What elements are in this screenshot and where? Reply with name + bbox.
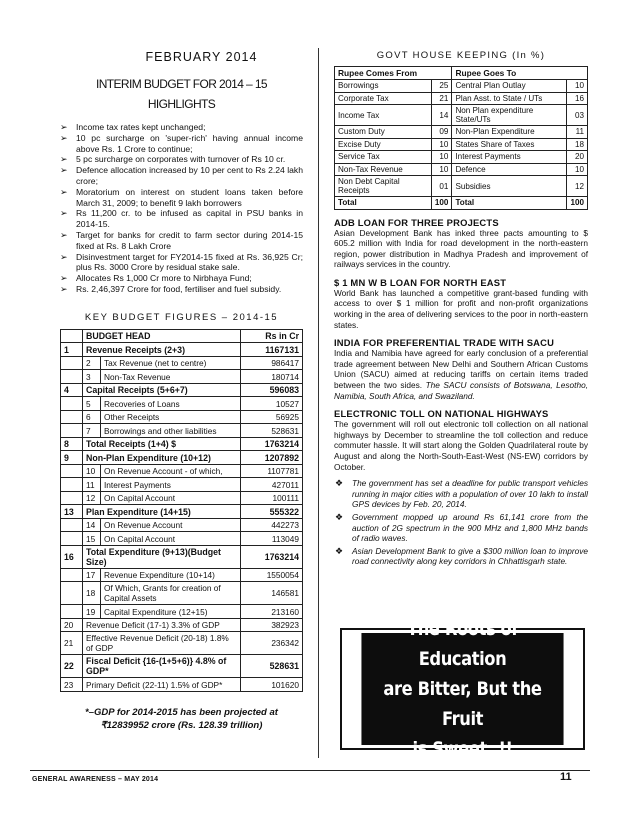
kbf-row-number [61,424,83,438]
kbf-row-value: 213160 [241,605,303,619]
section-heading: ADB LOAN FOR THREE PROJECTS [334,216,499,228]
news-bullet-item: ❖ The government has set a deadline for public transport vehicles running in major cities with a population of over 10 lakh to install GPS devices by Feb. 20, 2014. [334,478,588,510]
govt-source-label: Income Tax [335,105,432,126]
kbf-sub-number: 12 [83,491,101,505]
quote-line: The Roots of Education [407,618,518,670]
kbf-row-value: 555322 [241,505,303,519]
left-column [60,50,303,732]
section-paragraph [334,419,588,472]
kbf-row-number [61,370,83,384]
right-column [334,50,588,569]
gdp-note-line2: ₹12839952 crore (Rs. 128.39 trillion) [100,719,263,731]
kbf-row [61,397,303,411]
news-bullets [334,478,588,567]
govt-row [335,176,588,197]
highlight-item: ➢ Allocates Rs 1,000 Cr more to Nirbhaya Fund; [60,273,303,284]
kbf-row-label: Effective Revenue Deficit (20-18) 1.8% of GDP [83,632,241,655]
kbf-row-value: 986417 [241,356,303,370]
kbf-row [61,532,303,546]
kbf-row-value: 1763214 [241,545,303,568]
kbf-row-value: 427011 [241,478,303,492]
govt-use-label: States Share of Taxes [452,138,567,151]
govt-source-value: 25 [431,80,452,93]
govt-housekeeping-title: GOVT HOUSE KEEPING (In %) [376,50,546,61]
gdp-note [60,706,303,732]
kbf-row-label: Primary Deficit (22-11) 1.5% of GDP* [83,678,241,692]
kbf-row-value: 56925 [241,410,303,424]
govt-total-value: 100 [431,197,452,210]
kbf-row-value: 113049 [241,532,303,546]
kbf-row-label: Of Which, Grants for creation of Capital Assets [101,582,241,605]
section-italic-text: The SACU consists of Botswana, Lesotho, Namibia, South Africa, and Swaziland. [334,380,589,401]
kbf-row-number [61,605,83,619]
kbf-row-label: On Capital Account [101,491,241,505]
kbf-row-label: Total Expenditure (9+13)(Budget Size) [83,545,241,568]
kbf-row [61,491,303,505]
kbf-row-number [61,397,83,411]
section-text: World Bank has launched a competitive grant-based funding with access to over $ 1 million for profit and non-profit organizations working in the area of delivering services to the poor in north-eastern states. [334,287,588,330]
kbf-title: KEY BUDGET FIGURES – 2014-15 [84,311,279,323]
budget-title [60,74,303,114]
govt-source-label: Excise Duty [335,138,432,151]
kbf-row-number [61,491,83,505]
kbf-row [61,568,303,582]
govt-use-value: 16 [567,92,588,105]
govt-row [335,126,588,139]
govt-use-value: 03 [567,105,588,126]
govt-use-value: 20 [567,151,588,164]
kbf-row-number: 9 [61,451,83,465]
kbf-row-number: 13 [61,505,83,519]
govt-row [335,92,588,105]
kbf-row-number: 21 [61,632,83,655]
kbf-sub-number: 6 [83,410,101,424]
highlight-item: ➢ 5 pc surcharge on corporates with turnover of Rs 10 cr. [60,154,303,165]
quote-line: are Bitter, But the Fruit [383,678,542,730]
kbf-header-num [61,329,83,343]
govt-row [335,105,588,126]
kbf-row [61,356,303,370]
section-paragraph [334,348,588,401]
kbf-row-label: Non-Tax Revenue [101,370,241,384]
kbf-row [61,464,303,478]
govt-use-label: Central Plan Outlay [452,80,567,93]
kbf-row-label: Capital Receipts (5+6+7) [83,383,241,397]
kbf-row-value: 180714 [241,370,303,384]
govt-source-value: 10 [431,138,452,151]
govt-source-value: 10 [431,163,452,176]
kbf-row-label: Revenue Expenditure (10+14) [101,568,241,582]
kbf-row [61,437,303,451]
kbf-row [61,632,303,655]
kbf-row-value: 1763214 [241,437,303,451]
kbf-row-number: 1 [61,343,83,357]
kbf-row-label: On Revenue Account [101,518,241,532]
highlight-item: ➢ Defence allocation increased by 10 per cent to Rs 2.24 lakh crore; [60,165,303,187]
issue-month: FEBRUARY 2014 [145,50,258,64]
kbf-sub-number: 17 [83,568,101,582]
kbf-row-value: 101620 [241,678,303,692]
govt-total-value: 100 [567,197,588,210]
section-text: The government will roll out electronic toll collection on all national highways by December to streamline the toll collection and reduce commuter hassle. It will start along the Golden Quadrilateral route by August and along the North-South-East-West (NS-EW) corridors by October. [334,419,588,472]
kbf-row-label: Total Receipts (1+4) $ [83,437,241,451]
highlight-item: ➢ Disinvestment target for FY2014-15 fixed at Rs. 36,925 Cr; plus Rs. 3000 Crore by residual stake sale. [60,252,303,274]
kbf-row [61,424,303,438]
kbf-row-value: 1107781 [241,464,303,478]
kbf-row-label: Revenue Receipts (2+3) [83,343,241,357]
govt-row [335,80,588,93]
kbf-row [61,582,303,605]
kbf-row-label: Other Receipts [101,410,241,424]
highlight-item: ➢ Target for banks for credit to farm sector during 2014-15 fixed at Rs. 8 Lakh Crore [60,230,303,252]
kbf-row-number [61,518,83,532]
govt-source-label: Corporate Tax [335,92,432,105]
kbf-row [61,343,303,357]
govt-use-label: Subsidies [452,176,567,197]
kbf-sub-number: 11 [83,478,101,492]
kbf-row-label: Borrowings and other liabilities [101,424,241,438]
kbf-row-label: Fiscal Deficit {16-(1+5+6)} 4.8% of GDP* [83,655,241,678]
govt-header-comes: Rupee Comes From [335,67,452,80]
kbf-row-label: On Capital Account [101,532,241,546]
kbf-row [61,410,303,424]
kbf-sub-number: 3 [83,370,101,384]
kbf-row-value: 1167131 [241,343,303,357]
kbf-row-label: Tax Revenue (net to centre) [101,356,241,370]
govt-use-value: 12 [567,176,588,197]
kbf-row-label: Non-Plan Expenditure (10+12) [83,451,241,465]
page-number: 11 [560,771,572,783]
kbf-sub-number: 18 [83,582,101,605]
gdp-note-line1: *–GDP for 2014-2015 has been projected at [85,706,278,718]
kbf-row-number: 16 [61,545,83,568]
quote-line: is Sweet..!! [412,738,513,760]
govt-header-goes: Rupee Goes To [452,67,588,80]
govt-housekeeping-table [334,66,588,210]
kbf-row-value: 10527 [241,397,303,411]
kbf-row [61,605,303,619]
kbf-row [61,545,303,568]
section-heading: INDIA FOR PREFERENTIAL TRADE WITH SACU [334,337,555,349]
kbf-row-value: 146581 [241,582,303,605]
govt-source-label: Custom Duty [335,126,432,139]
kbf-row-value: 596083 [241,383,303,397]
kbf-row-number: 23 [61,678,83,692]
kbf-row-number: 4 [61,383,83,397]
kbf-row-label: Capital Expenditure (12+15) [101,605,241,619]
kbf-row [61,451,303,465]
kbf-row [61,383,303,397]
budget-title-line2: HIGHLIGHTS [147,97,216,111]
govt-source-value: 21 [431,92,452,105]
section-paragraph [334,288,588,330]
govt-source-value: 10 [431,151,452,164]
highlight-item: ➢ Rs 11,200 cr. to be infused as capital in PSU banks in 2014-15. [60,208,303,230]
highlight-item: ➢ 10 pc surcharge on 'super-rich' having annual income above Rs. 1 Crore to continue; [60,133,303,155]
govt-use-value: 10 [567,163,588,176]
footer-magazine: GENERAL AWARENESS – MAY 2014 [32,776,159,783]
govt-use-label: Interest Payments [452,151,567,164]
kbf-sub-number: 19 [83,605,101,619]
kbf-row-value: 528631 [241,424,303,438]
kbf-row-label: Revenue Deficit (17-1) 3.3% of GDP [83,618,241,632]
kbf-sub-number: 14 [83,518,101,532]
kbf-row-value: 1550054 [241,568,303,582]
govt-source-value: 09 [431,126,452,139]
kbf-row [61,655,303,678]
section-text: India and Namibia have agreed for early conclusion of a preferential trade agreement between New Delhi and Southern African Customs Union (SACU) aimed at reducing tariffs on certain items traded between the two sides. [334,348,588,391]
govt-source-value: 01 [431,176,452,197]
govt-header-row [335,67,588,80]
kbf-row [61,505,303,519]
kbf-row-label: Recoveries of Loans [101,397,241,411]
kbf-row-value: 382923 [241,618,303,632]
kbf-sub-number: 5 [83,397,101,411]
kbf-row-number [61,478,83,492]
kbf-row-number: 8 [61,437,83,451]
kbf-row-label: On Revenue Account - of which, [101,464,241,478]
kbf-row [61,370,303,384]
kbf-row-value: 442273 [241,518,303,532]
kbf-row-number [61,582,83,605]
kbf-row-label: Interest Payments [101,478,241,492]
kbf-sub-number: 7 [83,424,101,438]
kbf-row-number [61,464,83,478]
kbf-row-number: 20 [61,618,83,632]
news-sections [334,217,588,473]
kbf-row-label: Plan Expenditure (14+15) [83,505,241,519]
govt-use-value: 18 [567,138,588,151]
govt-use-value: 10 [567,80,588,93]
section-text: Asian Development Bank has inked three pacts amounting to $ 605.2 million with India for road development in the north-eastern region, power distribution in Madhya Pradesh and improvement of railways services in the country. [334,227,588,270]
govt-row [335,138,588,151]
govt-row [335,151,588,164]
highlight-item: ➢ Rs. 2,46,397 Crore for food, fertiliser and fuel subsidy. [60,284,303,295]
kbf-row [61,618,303,632]
kbf-header-unit: Rs in Cr [241,329,303,343]
kbf-row-number [61,568,83,582]
news-bullet-item: ❖ Government mopped up around Rs 61,141 crore from the auction of 2G spectrum in the 900 MHz and 1,800 MHz bands of radio waves. [334,512,588,544]
govt-use-label: Defence [452,163,567,176]
section-heading: $ 1 MN W B LOAN FOR NORTH EAST [334,276,507,288]
govt-source-value: 14 [431,105,452,126]
kbf-row-number [61,356,83,370]
section-paragraph [334,228,588,270]
news-bullet-item: ❖ Asian Development Bank to give a $300 million loan to improve road connectivity along key corridors in Chhattisgarh state. [334,546,588,567]
govt-use-value: 11 [567,126,588,139]
column-divider [318,48,319,758]
kbf-row-number: 22 [61,655,83,678]
footer-rule [30,770,590,771]
govt-use-label: Non-Plan Expenditure [452,126,567,139]
govt-use-label: Non Plan expenditure State/UTs [452,105,567,126]
kbf-header-head: BUDGET HEAD [83,329,241,343]
govt-source-label: Non Debt Capital Receipts [335,176,432,197]
quote-box [340,618,585,760]
kbf-row-value: 236342 [241,632,303,655]
kbf-row-value: 100111 [241,491,303,505]
govt-total-label: Total [452,197,567,210]
kbf-row-value: 1207892 [241,451,303,465]
kbf-row-number [61,532,83,546]
budget-title-line1: INTERIM BUDGET FOR 2014 – 15 [95,77,268,91]
govt-total-row [335,197,588,210]
kbf-sub-number: 2 [83,356,101,370]
quote-text [361,618,563,760]
kbf-header-row [61,329,303,343]
govt-total-label: Total [335,197,432,210]
kbf-sub-number: 10 [83,464,101,478]
govt-use-label: Plan Asst. to State / UTs [452,92,567,105]
govt-source-label: Service Tax [335,151,432,164]
kbf-row [61,678,303,692]
key-budget-figures-table [60,329,303,692]
highlights-list [60,122,303,295]
highlight-item: ➢ Income tax rates kept unchanged; [60,122,303,133]
section-heading: ELECTRONIC TOLL ON NATIONAL HIGHWAYS [334,408,549,420]
kbf-row-value: 528631 [241,655,303,678]
govt-source-label: Non-Tax Revenue [335,163,432,176]
kbf-sub-number: 15 [83,532,101,546]
kbf-row [61,518,303,532]
kbf-row [61,478,303,492]
kbf-row-number [61,410,83,424]
govt-row [335,163,588,176]
highlight-item: ➢ Moratorium on interest on student loans taken before March 31, 2009; to benefit 9 lakh borrowers [60,187,303,209]
govt-source-label: Borrowings [335,80,432,93]
